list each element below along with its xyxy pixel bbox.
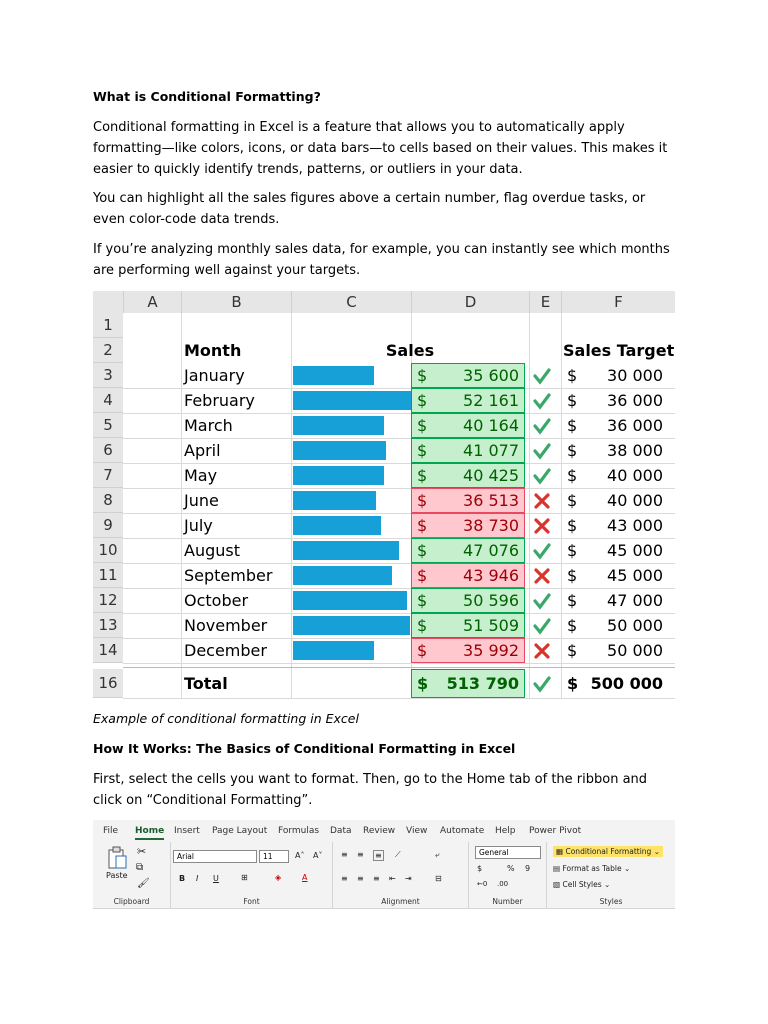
tab-insert[interactable]: Insert — [174, 826, 200, 836]
sales-value: 47 076 — [463, 541, 519, 560]
cell-styles-label: Cell Styles — [562, 880, 602, 889]
tab-formulas[interactable]: Formulas — [278, 826, 320, 836]
paste-icon[interactable] — [106, 846, 128, 870]
sales-target-cell[interactable] — [561, 488, 671, 513]
cross-icon — [533, 492, 551, 510]
currency-symbol: $ — [417, 616, 428, 635]
italic-button[interactable]: I — [196, 874, 199, 883]
sales-cell[interactable] — [411, 563, 525, 588]
font-group — [171, 842, 333, 908]
target-value: 47 000 — [607, 591, 663, 610]
wrap-text-icon[interactable]: ⤶ — [435, 850, 440, 859]
month-column-header[interactable]: Month — [184, 341, 242, 360]
align-left-icon[interactable]: ≡ — [341, 874, 348, 883]
target-value: 38 000 — [607, 441, 663, 460]
column-header-d[interactable]: D — [411, 291, 529, 313]
check-icon — [533, 367, 551, 385]
row-number[interactable]: 1 — [93, 313, 123, 338]
sales-cell[interactable] — [411, 588, 525, 613]
month-cell[interactable]: August — [184, 541, 240, 560]
sales-cell[interactable] — [411, 538, 525, 563]
percent-button[interactable]: % — [507, 864, 515, 873]
sales-cell[interactable] — [411, 463, 525, 488]
currency-symbol: $ — [567, 541, 578, 560]
month-cell[interactable]: January — [184, 366, 245, 385]
gridline — [123, 698, 675, 699]
status-icon-cell — [529, 438, 555, 463]
status-icon-cell — [529, 538, 555, 563]
cross-icon — [533, 642, 551, 660]
conditional-formatting-label: Conditional Formatting — [565, 847, 652, 856]
sales-cell[interactable] — [411, 488, 525, 513]
format-as-table-button[interactable]: ▤ Format as Table ⌄ — [553, 864, 631, 873]
data-bar — [293, 541, 399, 560]
target-value: 30 000 — [607, 366, 663, 385]
sales-value: 38 730 — [463, 516, 519, 535]
data-bar — [293, 466, 384, 485]
align-bottom-icon[interactable]: ≡ — [375, 851, 382, 860]
column-header-a[interactable]: A — [123, 291, 181, 313]
conditional-formatting-icon: ▦ — [556, 847, 566, 856]
check-icon — [533, 417, 551, 435]
currency-symbol: $ — [567, 391, 578, 410]
check-icon — [533, 542, 551, 560]
paste-label[interactable]: Paste — [106, 871, 128, 880]
month-cell[interactable]: December — [184, 641, 267, 660]
sales-target-column-header[interactable]: Sales Target — [563, 341, 675, 360]
bold-button[interactable]: B — [179, 874, 186, 883]
target-value: 50 000 — [607, 616, 663, 635]
currency-symbol: $ — [417, 491, 428, 510]
data-bar — [293, 366, 374, 385]
currency-symbol: $ — [567, 516, 578, 535]
month-cell[interactable]: October — [184, 591, 249, 610]
row-number[interactable]: 14 — [93, 638, 123, 663]
row-number[interactable]: 7 — [93, 463, 123, 488]
data-bar — [293, 441, 386, 460]
sales-value: 35 600 — [463, 366, 519, 385]
cell-styles-button[interactable]: ▧ Cell Styles ⌄ — [553, 880, 611, 889]
sales-target-cell[interactable] — [561, 363, 671, 388]
tab-view[interactable]: View — [406, 826, 428, 836]
target-value: 45 000 — [607, 541, 663, 560]
comma-style-button[interactable]: 9 — [525, 864, 531, 873]
row-number[interactable]: 4 — [93, 388, 123, 413]
sheet-row — [93, 313, 675, 338]
status-icon-cell — [529, 638, 555, 663]
gridline — [123, 663, 675, 664]
conditional-formatting-button[interactable]: ▦ Conditional Formatting ⌄ — [553, 846, 663, 857]
table-row — [93, 388, 675, 413]
status-icon-cell — [529, 363, 555, 388]
accounting-format-icon[interactable]: $ — [477, 864, 483, 873]
target-value: 36 000 — [607, 391, 663, 410]
sales-value: 43 946 — [463, 566, 519, 585]
heading-how-it-works: How It Works: The Basics of Conditional Formatting in Excel — [93, 741, 516, 756]
currency-symbol: $ — [417, 591, 428, 610]
table-row — [93, 488, 675, 513]
borders-icon[interactable]: ⊞ — [241, 873, 248, 882]
align-middle-icon[interactable]: ≡ — [357, 850, 364, 859]
data-bar — [293, 591, 407, 610]
target-value: 50 000 — [607, 641, 663, 660]
check-icon — [533, 617, 551, 635]
sales-cell[interactable] — [411, 669, 525, 698]
data-bar — [293, 416, 384, 435]
sales-value: 50 596 — [463, 591, 519, 610]
currency-symbol: $ — [567, 366, 578, 385]
currency-symbol: $ — [567, 466, 578, 485]
styles-label: Styles — [599, 897, 623, 906]
figure-caption: Example of conditional formatting in Excel — [93, 711, 359, 726]
sales-target-cell[interactable] — [561, 413, 671, 438]
font-size-select[interactable]: 11 — [259, 850, 289, 863]
heading-what-is: What is Conditional Formatting? — [93, 89, 321, 104]
row-number[interactable]: 5 — [93, 413, 123, 438]
target-value: 40 000 — [607, 466, 663, 485]
sales-value: 36 513 — [463, 491, 519, 510]
sales-target-cell[interactable] — [561, 463, 671, 488]
data-bar — [293, 641, 374, 660]
column-header-row — [93, 291, 675, 313]
month-cell[interactable]: April — [184, 441, 221, 460]
currency-symbol: $ — [567, 441, 578, 460]
sales-target-cell[interactable] — [561, 638, 671, 663]
currency-symbol: $ — [567, 591, 578, 610]
intro-paragraph-2: You can highlight all the sales figures above a certain number, flag overdue tasks, or even color-code data trends. — [93, 191, 646, 227]
check-icon — [533, 442, 551, 460]
row-number[interactable]: 13 — [93, 613, 123, 638]
month-cell[interactable]: July — [184, 516, 213, 535]
table-row — [93, 513, 675, 538]
target-value: 40 000 — [607, 491, 663, 510]
month-cell[interactable]: September — [184, 566, 273, 585]
table-row — [93, 588, 675, 613]
row-number[interactable]: 11 — [93, 563, 123, 588]
status-icon-cell — [529, 513, 555, 538]
data-bar — [293, 491, 376, 510]
month-cell[interactable]: March — [184, 416, 233, 435]
format-table-icon: ▤ — [553, 864, 563, 873]
sales-value: 51 509 — [463, 616, 519, 635]
data-bar — [293, 516, 381, 535]
status-icon-cell — [529, 413, 555, 438]
intro-paragraph-3: If you’re analyzing monthly sales data, for example, you can instantly see which months are performing well against your targets. — [93, 242, 670, 278]
row-number[interactable]: 12 — [93, 588, 123, 613]
column-header-f[interactable]: F — [561, 291, 675, 313]
table-row — [93, 613, 675, 638]
table-row — [93, 438, 675, 463]
target-value: 43 000 — [607, 516, 663, 535]
cross-icon — [533, 567, 551, 585]
currency-symbol: $ — [567, 416, 578, 435]
format-painter-icon[interactable]: 🖌 — [137, 878, 150, 889]
excel-sheet-example — [93, 291, 675, 698]
increase-indent-icon[interactable]: ⇥ — [405, 874, 412, 883]
sales-column-header[interactable]: Sales — [385, 341, 435, 360]
tab-automate[interactable]: Automate — [440, 826, 485, 836]
shrink-font-icon[interactable]: A˅ — [313, 851, 323, 860]
sales-target-cell[interactable] — [561, 388, 671, 413]
sales-cell[interactable] — [411, 638, 525, 663]
column-header-c[interactable]: C — [291, 291, 411, 313]
sales-target-cell[interactable] — [561, 588, 671, 613]
currency-symbol: $ — [417, 641, 428, 660]
row-number[interactable]: 10 — [93, 538, 123, 563]
sales-target-cell[interactable] — [561, 669, 671, 698]
sales-value: 52 161 — [463, 391, 519, 410]
row-number[interactable]: 3 — [93, 363, 123, 388]
gridline — [123, 667, 675, 668]
sales-value: 40 425 — [463, 466, 519, 485]
sales-cell[interactable] — [411, 388, 525, 413]
table-row — [93, 563, 675, 588]
tab-power-pivot[interactable]: Power Pivot — [529, 826, 582, 836]
currency-symbol: $ — [417, 541, 428, 560]
row-number[interactable]: 8 — [93, 488, 123, 513]
align-top-icon[interactable]: ≡ — [341, 850, 348, 859]
excel-ribbon — [93, 820, 675, 909]
table-row — [93, 538, 675, 563]
table-row — [93, 463, 675, 488]
increase-decimal-icon[interactable]: ←0 — [477, 880, 488, 888]
decrease-decimal-icon[interactable]: .00 — [497, 880, 509, 888]
sales-cell[interactable] — [411, 413, 525, 438]
align-center-icon[interactable]: ≡ — [357, 874, 364, 883]
sales-cell[interactable] — [411, 513, 525, 538]
sales-target-cell[interactable] — [561, 538, 671, 563]
currency-symbol: $ — [417, 366, 428, 385]
currency-symbol: $ — [417, 391, 428, 410]
intro-paragraph-1: Conditional formatting in Excel is a feature that allows you to automatically apply formatting—like colors, icons, or data bars—to cells based on their values. This makes it easier to quickly identify trends, patterns, or outliers in your data. — [93, 120, 668, 177]
status-icon-cell — [529, 488, 555, 513]
currency-symbol: $ — [417, 416, 428, 435]
sales-value: 41 077 — [463, 441, 519, 460]
format-as-table-label: Format as Table — [562, 864, 622, 873]
sales-value: 513 790 — [446, 674, 519, 693]
check-icon — [533, 392, 551, 410]
cut-icon[interactable]: ✂ — [137, 845, 147, 858]
sales-value: 40 164 — [463, 416, 519, 435]
column-header-b[interactable]: B — [181, 291, 291, 313]
underline-button[interactable]: U — [213, 874, 219, 883]
currency-symbol: $ — [567, 491, 578, 510]
status-icon-cell — [529, 388, 555, 413]
tab-home[interactable]: Home — [135, 826, 165, 836]
month-cell[interactable]: February — [184, 391, 255, 410]
styles-group — [547, 842, 675, 908]
month-cell[interactable]: June — [184, 491, 219, 510]
sales-target-cell[interactable] — [561, 613, 671, 638]
select-all-corner[interactable] — [93, 291, 123, 313]
currency-symbol: $ — [567, 616, 578, 635]
font-label: Font — [243, 897, 260, 906]
fill-color-icon[interactable]: ◈ — [275, 873, 282, 882]
ribbon-tabs — [93, 820, 675, 840]
data-bar — [293, 566, 392, 585]
currency-symbol: $ — [417, 516, 428, 535]
target-value: 45 000 — [607, 566, 663, 585]
sales-cell[interactable] — [411, 363, 525, 388]
tab-help[interactable]: Help — [495, 826, 516, 836]
number-group — [469, 842, 547, 908]
number-label: Number — [492, 897, 523, 906]
font-family-select[interactable]: Arial — [173, 850, 257, 863]
alignment-label: Alignment — [381, 897, 420, 906]
clipboard-group — [93, 842, 171, 908]
tab-file[interactable]: File — [103, 826, 119, 836]
merge-center-icon[interactable]: ⊟ — [435, 874, 442, 883]
tab-review[interactable]: Review — [363, 826, 396, 836]
currency-symbol: $ — [417, 566, 428, 585]
target-value: 500 000 — [590, 674, 663, 693]
row-number[interactable]: 16 — [93, 669, 123, 698]
sheet-row — [93, 338, 675, 363]
grow-font-icon[interactable]: A˄ — [295, 851, 305, 860]
align-right-icon[interactable]: ≡ — [373, 874, 380, 883]
currency-symbol: $ — [417, 466, 428, 485]
row-number[interactable]: 6 — [93, 438, 123, 463]
sales-cell[interactable] — [411, 438, 525, 463]
table-row — [93, 363, 675, 388]
status-icon-cell — [529, 563, 555, 588]
cell-styles-icon: ▧ — [553, 880, 563, 889]
number-format-select[interactable]: General — [475, 846, 541, 859]
row-number[interactable]: 2 — [93, 338, 123, 363]
total-label[interactable]: Total — [184, 674, 228, 693]
decrease-indent-icon[interactable]: ⇤ — [389, 874, 396, 883]
how-paragraph: First, select the cells you want to format. Then, go to the Home tab of the ribbon and click on “Conditional Formatting”. — [93, 772, 648, 808]
column-header-e[interactable]: E — [529, 291, 561, 313]
alignment-group — [333, 842, 469, 908]
table-row — [93, 638, 675, 663]
row-number[interactable]: 9 — [93, 513, 123, 538]
total-row — [93, 669, 675, 698]
orientation-icon[interactable]: ⟋ — [395, 850, 401, 859]
check-icon — [533, 592, 551, 610]
target-value: 36 000 — [607, 416, 663, 435]
data-bar — [293, 391, 411, 410]
status-icon-cell — [529, 588, 555, 613]
clipboard-label: Clipboard — [113, 897, 150, 906]
sales-target-cell[interactable] — [561, 563, 671, 588]
month-cell[interactable]: November — [184, 616, 268, 635]
currency-symbol: $ — [567, 566, 578, 585]
data-bar — [293, 616, 410, 635]
tab-data[interactable]: Data — [330, 826, 352, 836]
copy-icon[interactable]: ⧉ — [136, 862, 144, 873]
currency-symbol: $ — [567, 674, 579, 693]
status-icon-cell — [529, 463, 555, 488]
status-icon-cell — [529, 669, 555, 698]
check-icon — [533, 675, 551, 693]
currency-symbol: $ — [417, 674, 429, 693]
currency-symbol: $ — [417, 441, 428, 460]
font-color-icon[interactable]: A — [302, 873, 308, 882]
currency-symbol: $ — [567, 641, 578, 660]
table-row — [93, 413, 675, 438]
cross-icon — [533, 517, 551, 535]
sales-cell[interactable] — [411, 613, 525, 638]
sales-value: 35 992 — [463, 641, 519, 660]
sales-target-cell[interactable] — [561, 438, 671, 463]
tab-page-layout[interactable]: Page Layout — [212, 826, 268, 836]
status-icon-cell — [529, 613, 555, 638]
month-cell[interactable]: May — [184, 466, 218, 485]
sales-target-cell[interactable] — [561, 513, 671, 538]
check-icon — [533, 467, 551, 485]
